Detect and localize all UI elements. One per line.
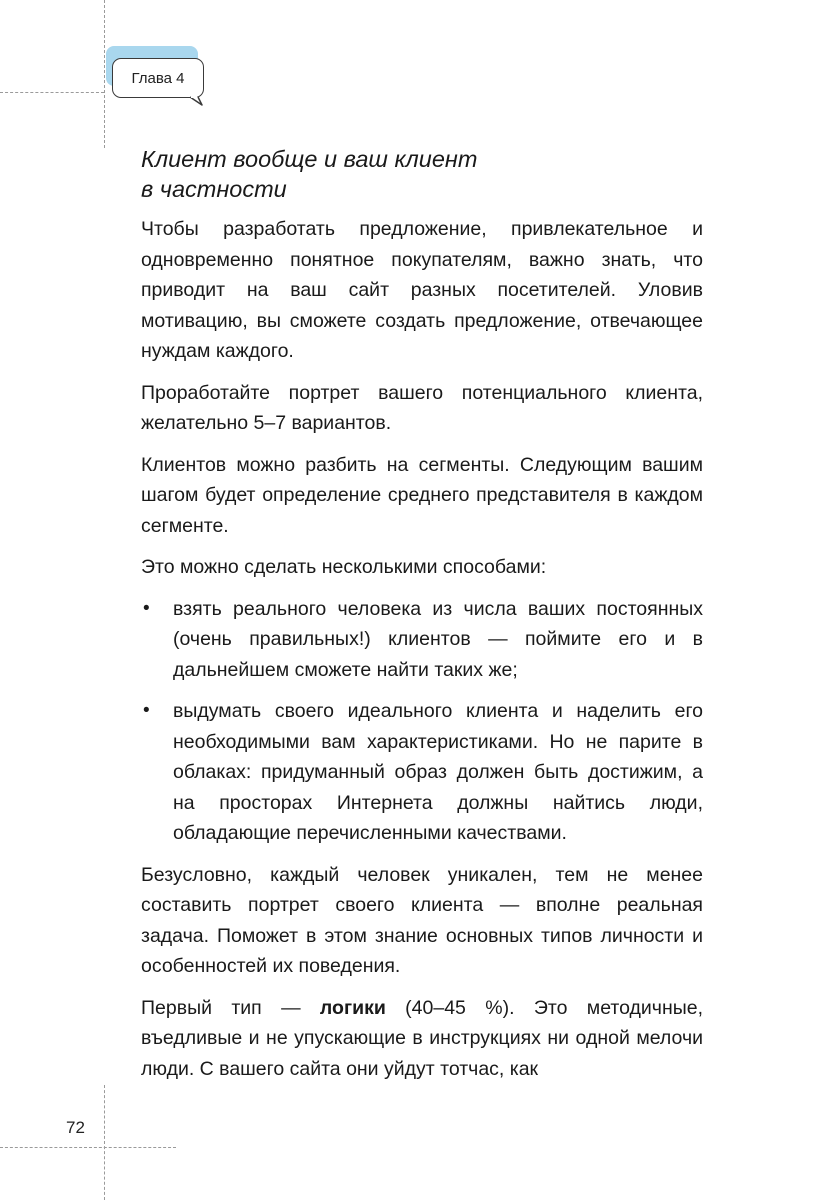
crop-guide-top-horizontal [0,92,104,93]
chapter-label: Глава 4 [131,69,185,87]
bullet-text: взять реального человека из числа ваших постоянных (очень правильных!) клиентов — поймите его и в дальнейшем сможете найти таких же; [173,597,703,681]
bold-term: логики [319,996,386,1019]
bullet-icon: • [143,597,150,619]
heading-line-2: в частности [141,176,287,202]
paragraph: Это можно сделать несколькими способами: [141,556,547,578]
paragraph-text: (40–45 %). Это методичные, въедливые и не упускающие в инструкциях ни одной мелочи люди. С вашего сайта они уйдут тотчас, как [141,996,703,1080]
paragraph: Проработайте портрет вашего потенциального клиента, желательно 5–7 вариантов. [141,381,703,434]
speech-tail-icon [104,46,204,106]
paragraph: Безусловно, каждый человек уникален, тем не менее составить портрет своего клиента — вполне реальная задача. Поможет в этом знание основных типов личности и особенностей их поведения. [141,863,703,977]
chapter-tab [104,46,204,104]
section-heading [141,144,701,204]
body-text [141,214,703,1095]
paragraph-text: Первый тип — [141,996,320,1019]
crop-guide-bottom-vertical [104,1085,105,1200]
heading-line-1: Клиент вообще и ваш клиент [141,146,478,172]
bullet-item [141,594,703,686]
paragraph: Чтобы разработать предложение, привлекательное и одновременно понятное покупателям, важно знать, что приводит на ваш сайт разных посетителей. Уловив мотивацию, вы сможете создать предложение, отвечающее нуждам каждого. [141,218,703,362]
page-number: 72 [66,1118,85,1137]
bullet-list [141,594,703,849]
crop-guide-bottom-horizontal [0,1147,176,1148]
bullet-item [141,696,703,849]
bullet-text: выдумать своего идеального клиента и наделить его необходимыми вам характеристиками. Но не парите в облаках: придуманный образ должен быть достижим, а на просторах Интернета должны найтись люди, обладающие перечисленными качествами. [173,700,703,844]
paragraph: Клиентов можно разбить на сегменты. Следующим вашим шагом будет определение среднего представителя в каждом сегменте. [141,453,703,537]
paragraph [141,993,703,1085]
bullet-icon: • [143,700,150,721]
